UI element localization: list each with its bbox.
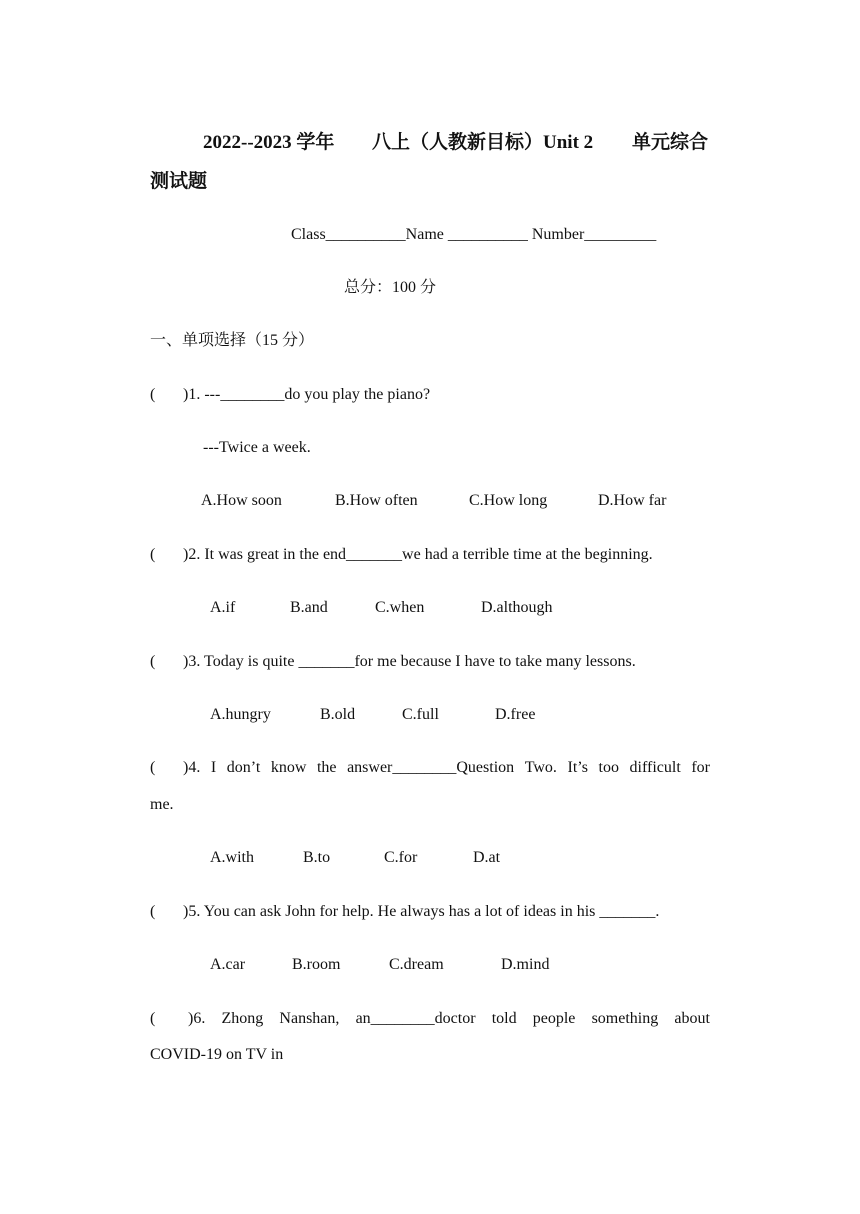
- question-1: [150, 385, 710, 405]
- question-2: [150, 545, 710, 565]
- question-word: )4.: [183, 759, 201, 776]
- question-4: [150, 758, 710, 778]
- exam-title-suffix: 单元综合: [632, 132, 709, 153]
- option-b: B.room: [292, 956, 341, 973]
- option-a: A.hungry: [210, 706, 271, 723]
- section-heading: 一、单项选择（15 分）: [150, 332, 315, 349]
- student-info-line: Class__________Name __________ Number_________: [291, 226, 657, 243]
- option-b: B.to: [303, 849, 331, 866]
- option-b: B.and: [290, 599, 328, 616]
- total-score: 总分：100 分: [344, 279, 437, 296]
- option-d: D.mind: [501, 956, 550, 973]
- question-1-reply: ---Twice a week.: [203, 439, 311, 456]
- question-word: Nanshan,: [279, 1010, 340, 1027]
- option-b: B.old: [320, 706, 356, 723]
- option-d: D.at: [473, 849, 501, 866]
- question-word: I: [210, 759, 217, 776]
- answer-paren: (: [150, 903, 156, 920]
- question-word: for: [691, 759, 710, 776]
- question-word: Zhong: [221, 1010, 264, 1027]
- option-d: D.How far: [598, 492, 667, 509]
- option-b: B.How often: [335, 492, 418, 509]
- option-c: C.when: [375, 599, 425, 616]
- question-6: [150, 1009, 710, 1029]
- question-word: know: [270, 759, 307, 776]
- question-stem: )3. Today is quite _______for me because I have to take many lessons.: [183, 653, 636, 670]
- answer-paren: (: [150, 546, 156, 563]
- answer-paren: (: [150, 386, 156, 403]
- exam-title-line2: 测试题: [150, 171, 208, 192]
- question-word: don’t: [226, 759, 261, 776]
- question-word: answer________Question: [347, 759, 515, 776]
- question-stem: )5. You can ask John for help. He always has a lot of ideas in his _______.: [183, 903, 660, 920]
- question-stem: )2. It was great in the end_______we had a terrible time at the beginning.: [183, 546, 653, 563]
- answer-paren: (: [150, 1010, 156, 1027]
- question-6-start: [150, 1009, 205, 1029]
- question-3: [150, 652, 710, 672]
- question-word: the: [316, 759, 337, 776]
- question-5: [150, 902, 710, 922]
- answer-paren: (: [150, 653, 156, 670]
- question-word: people: [532, 1010, 576, 1027]
- question-4-start: [150, 758, 200, 778]
- question-word: Two.: [524, 759, 557, 776]
- option-a: A.with: [210, 849, 254, 866]
- question-word: )6.: [188, 1010, 206, 1027]
- question-word: too: [598, 759, 619, 776]
- option-a: A.if: [210, 599, 236, 616]
- option-d: D.free: [495, 706, 536, 723]
- question-word: an________doctor: [355, 1010, 476, 1027]
- answer-paren: (: [150, 759, 156, 776]
- option-a: A.car: [210, 956, 246, 973]
- question-word: It’s: [567, 759, 588, 776]
- option-d: D.although: [481, 599, 553, 616]
- question-word: about: [674, 1010, 710, 1027]
- option-c: C.for: [384, 849, 418, 866]
- question-word: difficult: [629, 759, 681, 776]
- option-a: A.How soon: [201, 492, 282, 509]
- question-4-continuation: me.: [150, 796, 174, 813]
- option-c: C.full: [402, 706, 439, 723]
- option-c: C.dream: [389, 956, 444, 973]
- question-6-continuation: COVID-19 on TV in: [150, 1046, 284, 1063]
- question-word: told: [491, 1010, 517, 1027]
- question-word: something: [591, 1010, 659, 1027]
- exam-year: 2022--2023 学年: [203, 132, 335, 153]
- option-c: C.How long: [469, 492, 548, 509]
- exam-course: 八上（人教新目标）Unit 2: [372, 132, 594, 153]
- question-stem: )1. ---________do you play the piano?: [183, 386, 431, 403]
